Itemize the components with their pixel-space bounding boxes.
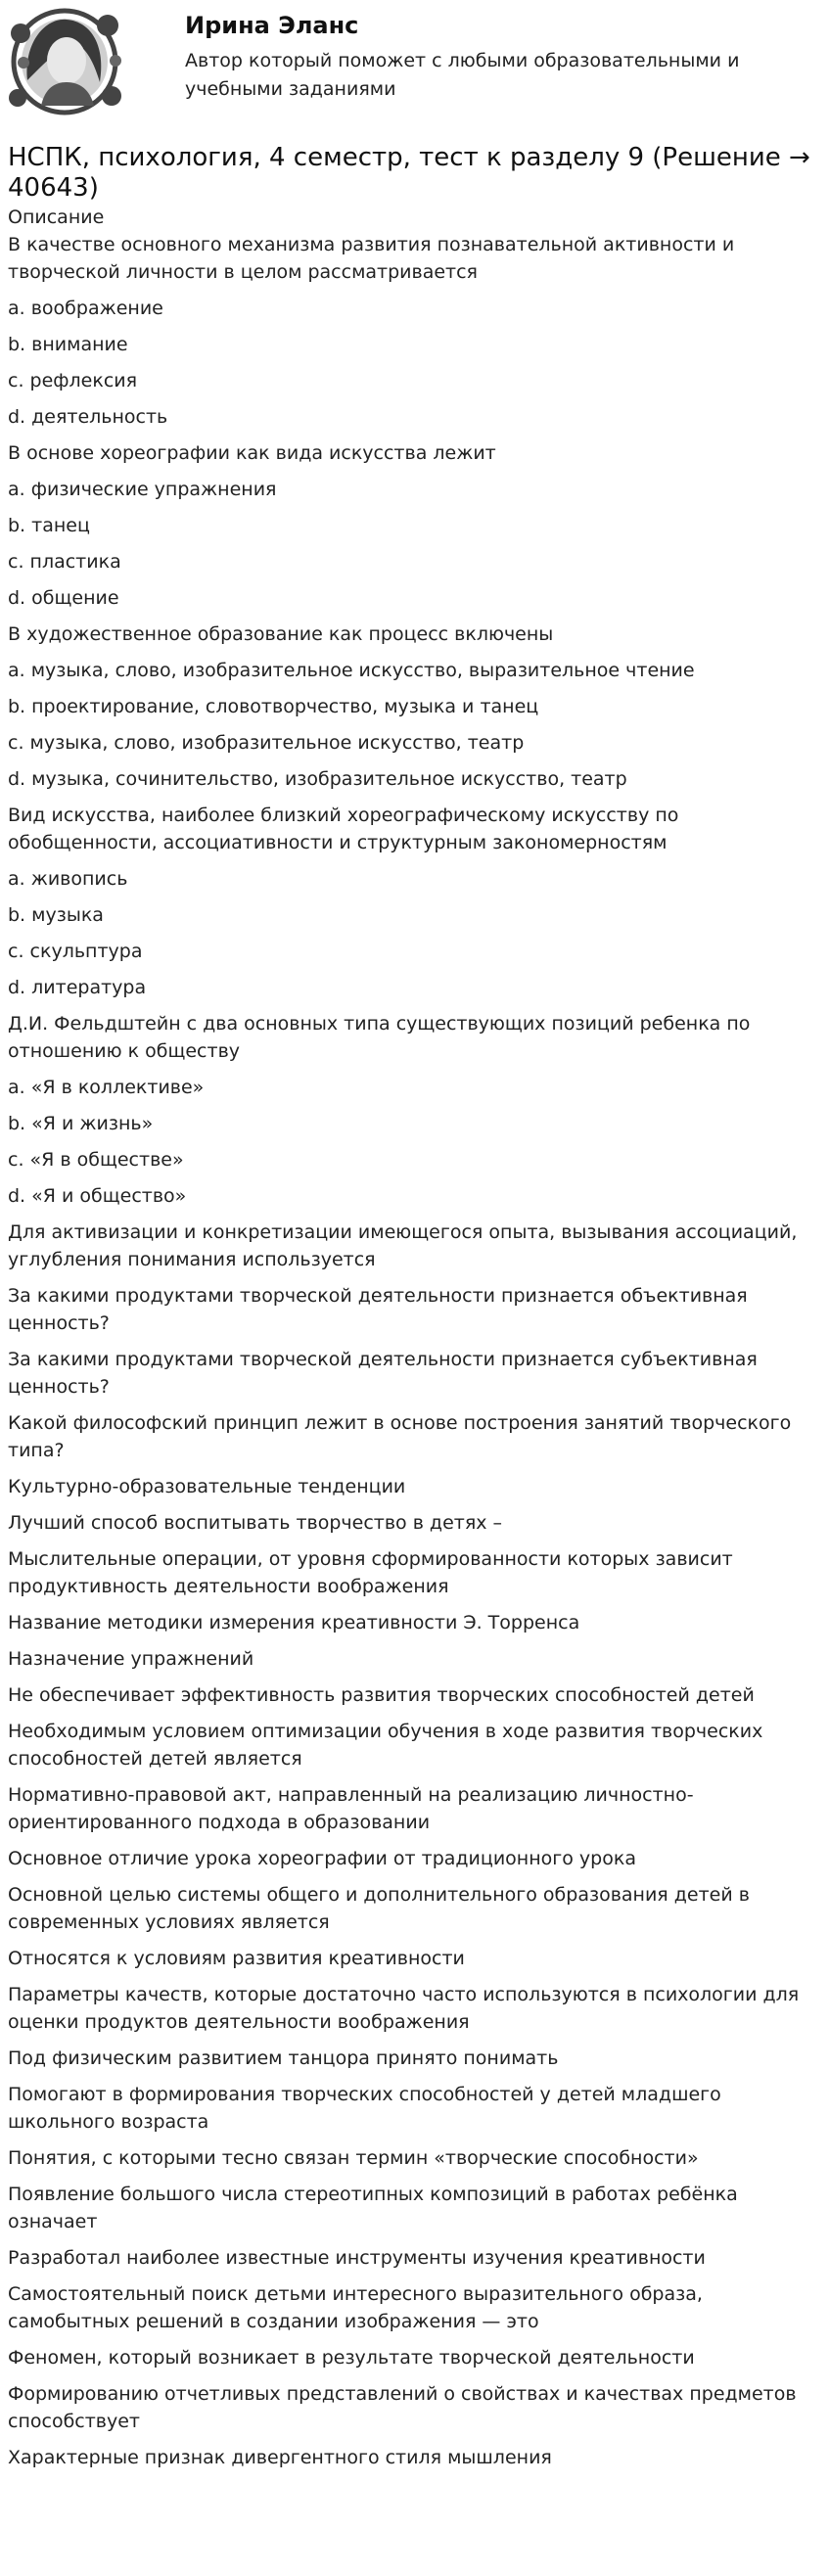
author-description: Автор который поможет с любыми образовательными и учебными заданиями [185,50,740,100]
question: Нормативно-правовой акт, направленный на реализацию личностно-ориентированного подхода в образовании [8,1784,694,1833]
question: Мыслительные операции, от уровня сформированности которых зависит продуктивность деятельности воображения [8,1548,733,1597]
question: Под физическим развитием танцора принято понимать [8,2047,559,2069]
question: Вид искусства, наиболее близкий хореографическому искусству по обобщенности, ассоциативности и структурным закономерностям [8,805,679,853]
answer-option: d. общение [8,587,119,609]
answer-option: b. танец [8,515,90,536]
question: Какой философский принцип лежит в основе построения занятий творческого типа? [8,1412,792,1461]
answer-option: b. проектирование, словотворчество, музыка и танец [8,696,539,717]
question: Культурно-образовательные тенденции [8,1476,406,1497]
question: В художественное образование как процесс включены [8,623,554,645]
question: Разработал наиболее известные инструменты изучения креативности [8,2247,706,2269]
answer-option: c. пластика [8,551,121,573]
answer-option: d. «Я и общество» [8,1185,187,1207]
question: Помогают в формирования творческих способностей у детей младшего школьного возраста [8,2084,721,2133]
question: Самостоятельный поиск детьми интересного выразительного образа, самобытных решений в создании изображения — это [8,2283,703,2332]
question: Относятся к условиям развития креативности [8,1948,465,1969]
question: Понятия, с которыми тесно связан термин «творческие способности» [8,2147,699,2169]
answer-option: a. музыка, слово, изобразительное искусство, выразительное чтение [8,660,695,681]
question: Для активизации и конкретизации имеющегося опыта, вызывания ассоциаций, углубления понимания используется [8,1221,798,1270]
question: Основной целью системы общего и дополнительного образования детей в современных условиях является [8,1884,750,1933]
page-title: НСПК, психология, 4 семестр, тест к разделу 9 (Решение → 40643) [8,143,810,203]
answer-option: d. деятельность [8,406,168,428]
description-label: Описание [8,207,105,228]
answer-option: a. «Я в коллективе» [8,1077,205,1098]
answer-option: c. музыка, слово, изобразительное искусство, театр [8,732,525,754]
question: Лучший способ воспитывать творчество в детях – [8,1512,503,1534]
answer-option: b. «Я и жизнь» [8,1113,154,1134]
question: Не обеспечивает эффективность развития творческих способностей детей [8,1684,755,1706]
question: Характерные признак дивергентного стиля мышления [8,2447,552,2468]
question: За какими продуктами творческой деятельности признается субъективная ценность? [8,1349,758,1398]
author-avatar[interactable] [6,4,123,119]
answer-option: a. воображение [8,298,163,319]
question: За какими продуктами творческой деятельности признается объективная ценность? [8,1285,748,1334]
answer-option: b. музыка [8,904,104,926]
question: Формированию отчетливых представлений о свойствах и качествах предметов способствует [8,2383,797,2432]
answer-option: b. внимание [8,334,128,355]
question: Появление большого числа стереотипных композиций в работах ребёнка означает [8,2184,738,2232]
question: В качестве основного механизма развития познавательной активности и творческой личности в целом рассматривается [8,234,735,283]
question: Название методики измерения креативности Э. Торренса [8,1612,580,1633]
question: Основное отличие урока хореографии от традиционного урока [8,1848,636,1869]
answer-option: a. живопись [8,868,128,890]
test-content [8,205,820,2480]
answer-option: c. скульптура [8,941,143,962]
question: Назначение упражнений [8,1648,254,1670]
answer-option: c. рефлексия [8,370,138,391]
author-card [6,4,818,119]
question: Феномен, который возникает в результате творческой деятельности [8,2347,695,2369]
answer-option: d. музыка, сочинительство, изобразительное искусство, театр [8,768,627,790]
author-name[interactable]: Ирина Эланс [185,12,359,39]
question: Д.И. Фельдштейн с два основных типа существующих позиций ребенка по отношению к обществу [8,1013,751,1062]
question: Параметры качеств, которые достаточно часто используются в психологии для оценки продуктов деятельности воображения [8,1984,800,2033]
answer-option: a. физические упражнения [8,479,277,500]
question: В основе хореографии как вида искусства лежит [8,442,496,464]
answer-option: c. «Я в обществе» [8,1149,184,1171]
question: Необходимым условием оптимизации обучения в ходе развития творческих способностей детей является [8,1721,763,1770]
answer-option: d. литература [8,977,147,998]
